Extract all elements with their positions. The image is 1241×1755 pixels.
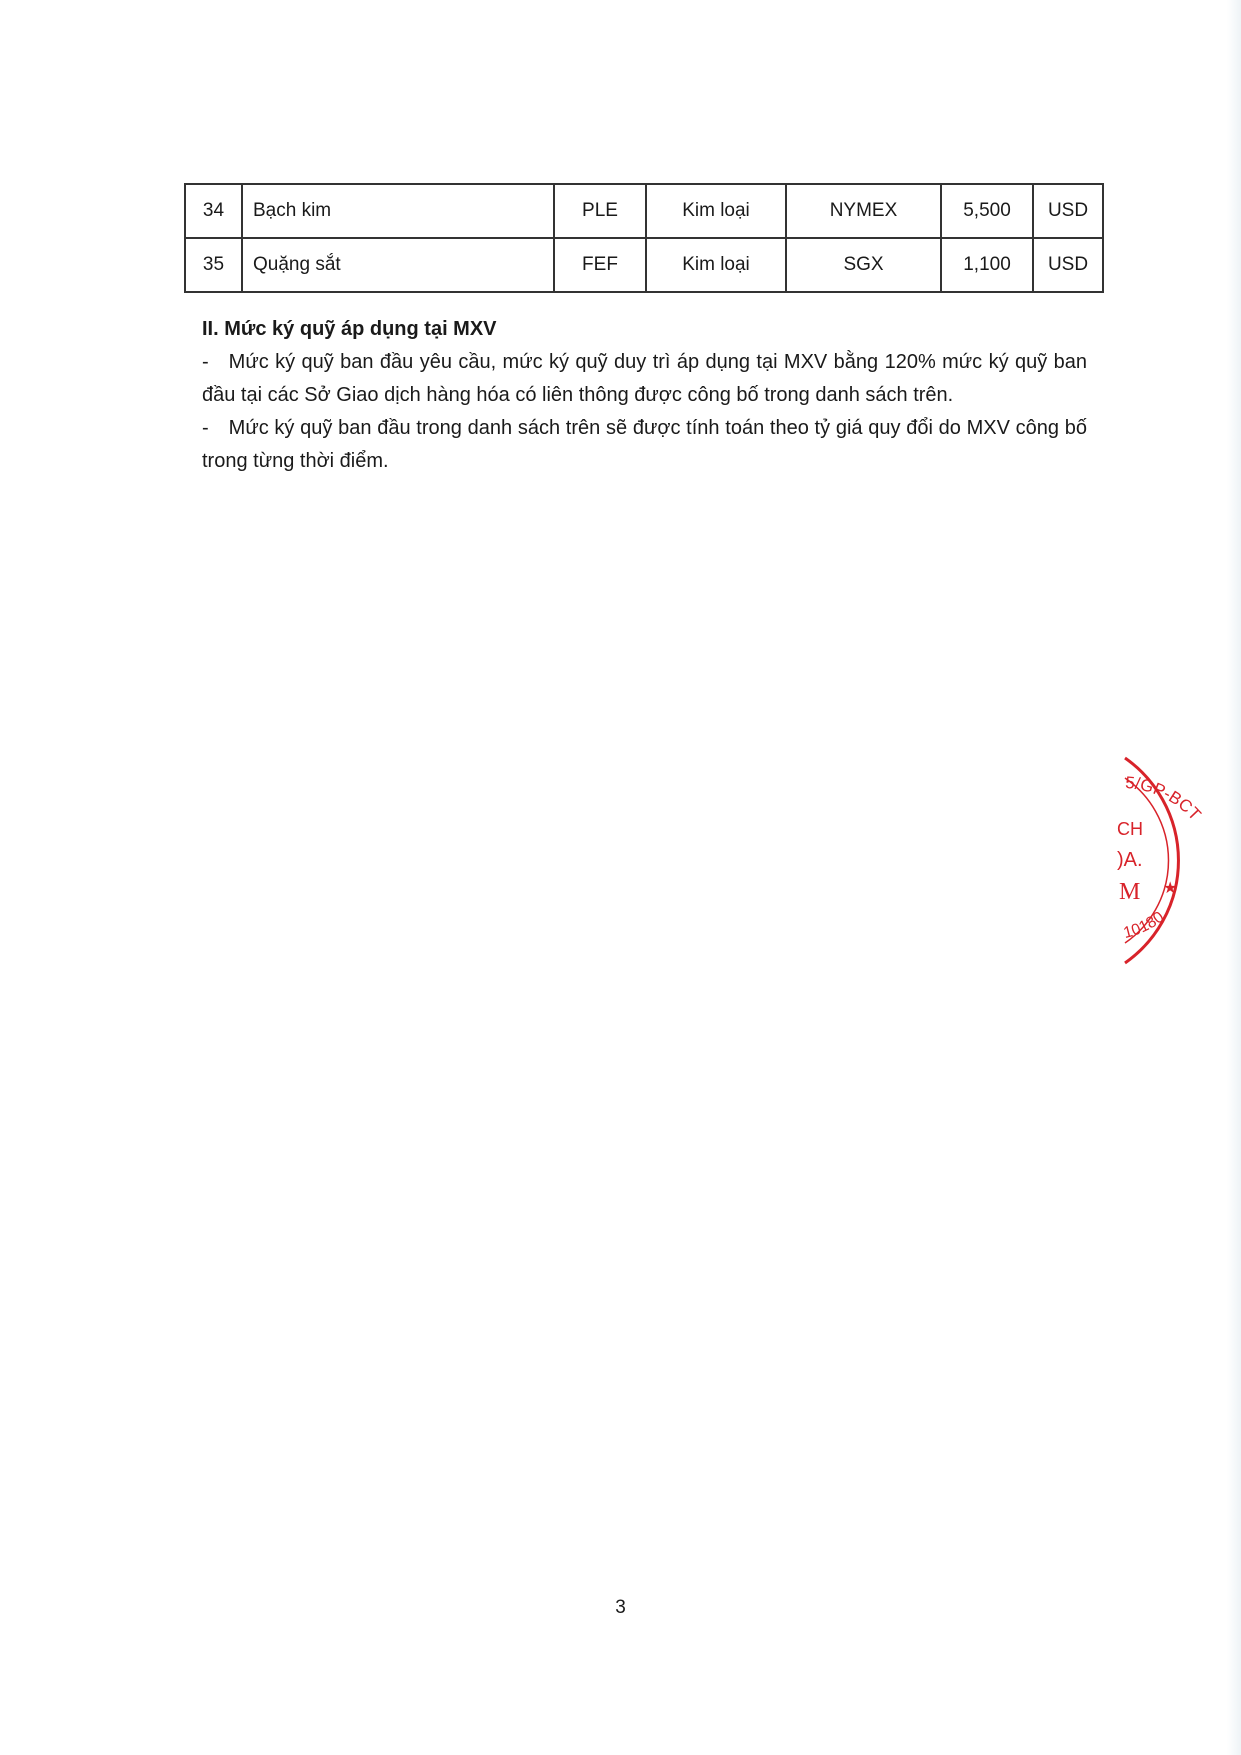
cell-code: PLE [554, 184, 646, 238]
margin-table [184, 183, 1104, 293]
cell-code: FEF [554, 238, 646, 292]
table-row [185, 184, 1103, 238]
svg-text:M: M [1119, 879, 1141, 905]
cell-name: Bạch kim [242, 184, 554, 238]
table-row [185, 238, 1103, 292]
cell-no: 35 [185, 238, 242, 292]
cell-exchange: NYMEX [786, 184, 941, 238]
page-number: 3 [615, 1597, 626, 1618]
svg-text:)A.: )A. [1117, 849, 1143, 871]
cell-no: 34 [185, 184, 242, 238]
svg-text:★: ★ [1163, 878, 1178, 897]
cell-group: Kim loại [646, 238, 786, 292]
cell-currency: USD [1033, 238, 1103, 292]
cell-margin: 1,100 [941, 238, 1033, 292]
official-seal-stamp [1105, 748, 1241, 978]
cell-name: Quặng sắt [242, 238, 554, 292]
section-paragraph: - Mức ký quỹ ban đầu trong danh sách trên sẽ được tính toán theo tỷ giá quy đổi do MXV công bố trong từng thời điểm. [202, 417, 1087, 472]
cell-exchange: SGX [786, 238, 941, 292]
cell-currency: USD [1033, 184, 1103, 238]
svg-text:CH: CH [1117, 819, 1143, 839]
section-paragraph: - Mức ký quỹ ban đầu yêu cầu, mức ký quỹ duy trì áp dụng tại MXV bằng 120% mức ký quỹ ban đầu tại các Sở Giao dịch hàng hóa có liên thông được công bố trong danh sách trên. [202, 351, 1087, 406]
margin-section [202, 313, 1087, 478]
svg-text:10180: 10180 [1121, 908, 1168, 942]
cell-margin: 5,500 [941, 184, 1033, 238]
cell-group: Kim loại [646, 184, 786, 238]
section-heading: II. Mức ký quỹ áp dụng tại MXV [202, 318, 497, 340]
svg-text:5/GP-BCT: 5/GP-BCT [1124, 772, 1205, 825]
